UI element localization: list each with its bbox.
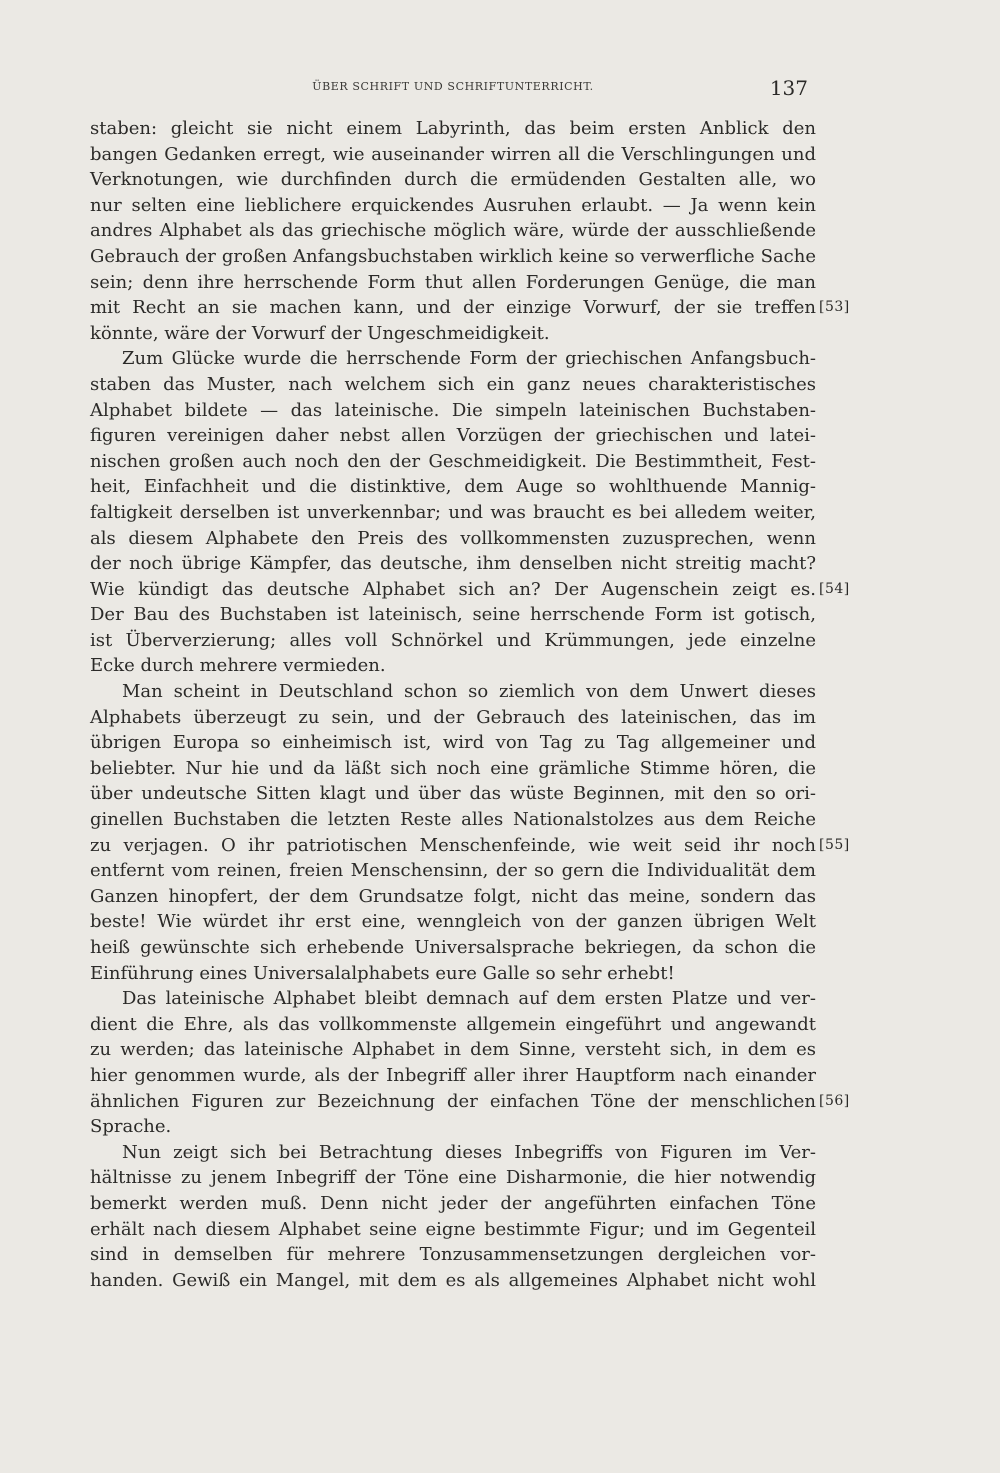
text-line-content: beste! Wie würdet ihr erst eine, wenngleich von der ganzen übrigen Welt bbox=[90, 911, 816, 933]
text-line-content: andres Alphabet als das griechische möglich wäre, würde der ausschließende bbox=[90, 220, 816, 242]
text-line bbox=[90, 244, 816, 270]
text-line bbox=[90, 756, 816, 782]
text-line bbox=[90, 1165, 816, 1191]
text-line bbox=[90, 961, 816, 987]
text-line-content: ist Überverzierung; alles voll Schnörkel und Krümmungen, jede einzelne bbox=[90, 629, 816, 651]
text-line bbox=[90, 653, 816, 679]
text-line bbox=[90, 551, 816, 577]
text-line-content: staben: gleicht sie nicht einem Labyrinth, das beim ersten Anblick den bbox=[90, 118, 816, 139]
text-line bbox=[90, 577, 850, 603]
margin-page-marker: [54] bbox=[819, 580, 850, 597]
text-line-content: figuren vereinigen daher nebst allen Vorzügen der griechischen und latei- bbox=[90, 425, 816, 447]
text-line-content: Alphabet bildete — das lateinische. Die simpeln lateinischen Buchstaben- bbox=[90, 399, 816, 421]
text-line-content: entfernt vom reinen, freien Menschensinn, der so gern die Individualität dem bbox=[90, 860, 816, 882]
text-line bbox=[90, 142, 816, 168]
text-line bbox=[90, 116, 816, 142]
text-line bbox=[90, 321, 816, 347]
text-line-content: nur selten eine lieblichere erquickendes Ausruhen erlaubt. — Ja wenn kein bbox=[90, 194, 816, 216]
text-line-content: heiß gewünschte sich erhebende Universalsprache bekriegen, da schon die bbox=[90, 937, 816, 958]
text-line-content: Das lateinische Alphabet bleibt demnach auf dem ersten Platze und ver- bbox=[122, 988, 816, 1010]
text-line bbox=[90, 833, 850, 859]
text-line-content: als diesem Alphabete den Preis des vollkommensten zuzusprechen, wenn bbox=[90, 527, 816, 549]
text-line-content: staben das Muster, nach welchem sich ein ganz neues charakteristisches bbox=[90, 373, 816, 395]
text-line bbox=[90, 781, 816, 807]
text-line-content: ähnlichen Figuren zur Bezeichnung der einfachen Töne der menschlichen bbox=[90, 1090, 816, 1112]
text-line bbox=[90, 526, 816, 552]
text-line-content: der noch übrige Kämpfer, das deutsche, ihm denselben nicht streitig macht? bbox=[90, 553, 816, 575]
text-line bbox=[90, 167, 816, 193]
text-line-content: erhält nach diesem Alphabet seine eigne bestimmte Figur; und im Gegenteil bbox=[90, 1218, 816, 1240]
text-line bbox=[90, 884, 816, 910]
text-line-content: zu werden; das lateinische Alphabet in dem Sinne, versteht sich, in dem es bbox=[90, 1039, 816, 1061]
text-line bbox=[90, 1089, 850, 1115]
margin-page-marker: [56] bbox=[819, 1092, 850, 1109]
margin-page-marker: [55] bbox=[819, 836, 850, 853]
text-line bbox=[90, 628, 816, 654]
text-line-content: sein; denn ihre herrschende Form thut allen Forderungen Genüge, die man bbox=[90, 271, 816, 293]
text-line bbox=[90, 935, 816, 961]
running-title: ÜBER SCHRIFT UND SCHRIFTUNTERRICHT. bbox=[312, 80, 594, 93]
text-line bbox=[90, 807, 816, 833]
text-line-content: beliebter. Nur hie und da läßt sich noch eine grämliche Stimme hören, die bbox=[90, 757, 816, 779]
text-line bbox=[90, 1012, 816, 1038]
text-line bbox=[90, 909, 816, 935]
body-text bbox=[90, 116, 850, 1293]
text-line-content: Sprache. bbox=[90, 1116, 172, 1138]
text-line bbox=[90, 1191, 816, 1217]
text-line bbox=[90, 1037, 816, 1063]
text-line-content: Ecke durch mehrere vermieden. bbox=[90, 655, 386, 677]
text-line bbox=[90, 858, 816, 884]
text-line bbox=[90, 270, 816, 296]
text-line-content: ginellen Buchstaben die letzten Reste alles Nationalstolzes aus dem Reiche bbox=[90, 809, 816, 831]
text-line-content: Alphabets überzeugt zu sein, und der Gebrauch des lateinischen, das im bbox=[90, 706, 816, 728]
text-line-content: könnte, wäre der Vorwurf der Ungeschmeidigkeit. bbox=[90, 322, 550, 344]
text-line bbox=[90, 449, 816, 475]
text-line bbox=[90, 705, 816, 731]
text-line bbox=[90, 218, 816, 244]
text-line-content: übrigen Europa so einheimisch ist, wird von Tag zu Tag allgemeiner und bbox=[90, 732, 816, 754]
text-line bbox=[90, 1114, 816, 1140]
text-line bbox=[90, 986, 816, 1012]
text-line bbox=[90, 602, 816, 628]
text-line-content: heit, Einfachheit und die distinktive, dem Auge so wohlthuende Mannig- bbox=[90, 476, 816, 498]
text-line-content: nischen großen auch noch den der Geschmeidigkeit. Die Bestimmtheit, Fest- bbox=[90, 450, 816, 472]
text-line bbox=[90, 1268, 816, 1294]
text-line-content: Gebrauch der großen Anfangsbuchstaben wirklich keine so verwerfliche Sache bbox=[90, 245, 816, 267]
text-line bbox=[90, 398, 816, 424]
text-line-content: mit Recht an sie machen kann, und der einzige Vorwurf, der sie treffen bbox=[90, 297, 816, 319]
text-line bbox=[90, 474, 816, 500]
text-line-content: dient die Ehre, als das vollkommenste allgemein eingeführt und angewandt bbox=[90, 1013, 816, 1035]
text-line-content: sind in demselben für mehrere Tonzusammensetzungen dergleichen vor- bbox=[90, 1244, 816, 1266]
text-line-content: faltigkeit derselben ist unverkennbar; und was braucht es bei alledem weiter, bbox=[90, 501, 816, 523]
text-line bbox=[90, 423, 816, 449]
text-line-content: hältnisse zu jenem Inbegriff der Töne eine Disharmonie, die hier notwendig bbox=[90, 1167, 816, 1189]
text-line-content: bemerkt werden muß. Denn nicht jeder der angeführten einfachen Töne bbox=[90, 1192, 816, 1214]
text-line bbox=[90, 372, 816, 398]
text-line-content: Einführung eines Universalalphabets eure Galle so sehr erhebt! bbox=[90, 962, 675, 984]
text-line bbox=[90, 730, 816, 756]
text-line bbox=[90, 193, 816, 219]
text-line-content: Man scheint in Deutschland schon so ziemlich von dem Unwert dieses bbox=[122, 681, 816, 703]
text-line bbox=[90, 500, 816, 526]
text-line bbox=[90, 1242, 816, 1268]
text-line-content: Ganzen hinopfert, der dem Grundsatze folgt, nicht das meine, sondern das bbox=[90, 885, 816, 907]
text-line bbox=[90, 1063, 816, 1089]
text-line bbox=[90, 346, 816, 372]
running-head bbox=[90, 76, 816, 100]
text-line-content: zu verjagen. O ihr patriotischen Menschenfeinde, wie weit seid ihr noch bbox=[90, 834, 816, 856]
page-number: 137 bbox=[769, 76, 808, 100]
text-line-content: hier genommen wurde, als der Inbegriff aller ihrer Hauptform nach einander bbox=[90, 1064, 816, 1086]
text-line-content: Verknotungen, wie durchfinden durch die ermüdenden Gestalten alle, wo bbox=[90, 169, 816, 191]
text-line bbox=[90, 1140, 816, 1166]
text-line bbox=[90, 1217, 816, 1243]
text-line bbox=[90, 295, 850, 321]
text-line-content: Wie kündigt das deutsche Alphabet sich an? Der Augenschein zeigt es. bbox=[90, 578, 816, 600]
text-line-content: bangen Gedanken erregt, wie auseinander wirren all die Verschlingungen und bbox=[90, 143, 816, 165]
margin-page-marker: [53] bbox=[819, 299, 850, 316]
text-line-content: Der Bau des Buchstaben ist lateinisch, seine herrschende Form ist gotisch, bbox=[90, 604, 816, 626]
text-line-content: handen. Gewiß ein Mangel, mit dem es als allgemeines Alphabet nicht wohl bbox=[90, 1269, 816, 1291]
text-line-content: über undeutsche Sitten klagt und über das wüste Beginnen, mit den so ori- bbox=[90, 783, 816, 805]
text-line bbox=[90, 679, 816, 705]
text-line-content: Zum Glücke wurde die herrschende Form der griechischen Anfangsbuch- bbox=[122, 348, 816, 370]
text-line-content: Nun zeigt sich bei Betrachtung dieses Inbegriffs von Figuren im Ver- bbox=[122, 1141, 816, 1163]
